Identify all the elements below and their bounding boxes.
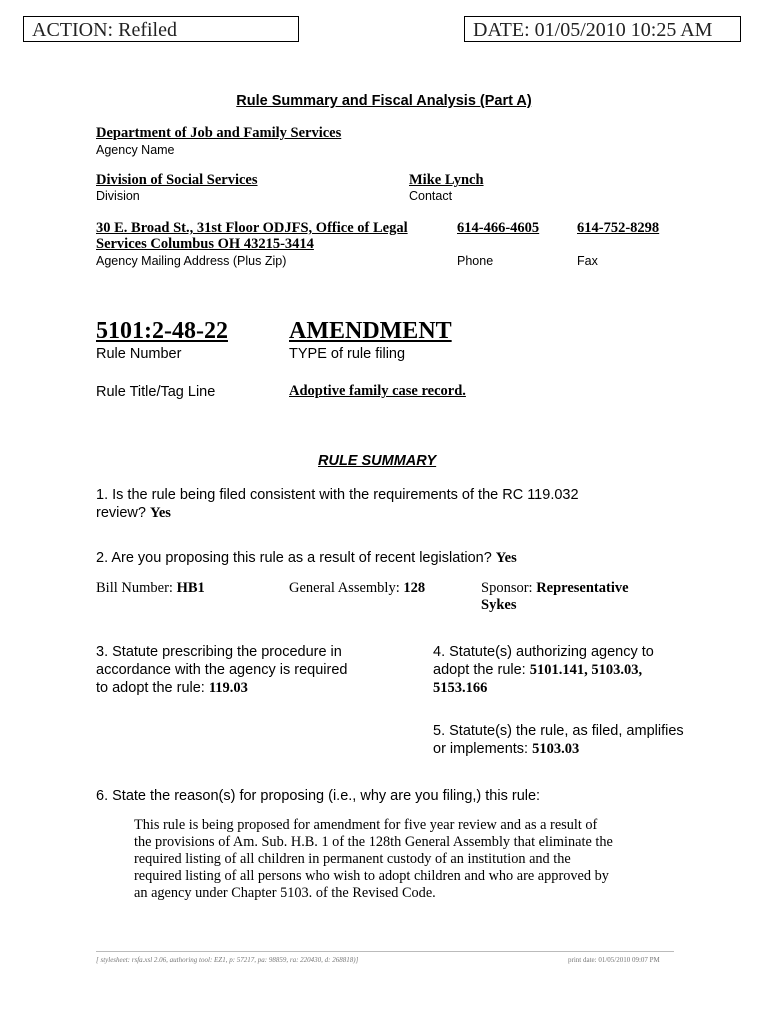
question-4-line-1: 4. Statute(s) authorizing agency to — [433, 644, 654, 660]
agency-name: Department of Job and Family Services — [96, 125, 342, 141]
fax-value: 614-752-8298 — [577, 220, 660, 236]
rule-summary-heading: RULE SUMMARY — [318, 453, 437, 469]
question-3-line-3 — [96, 679, 347, 697]
question-4-answer-1: 5101.141, 5103.03, — [529, 662, 643, 678]
rule-number: 5101:2-48-22 — [96, 318, 228, 344]
sponsor-value-1: Representative — [536, 580, 629, 596]
address-line-1: 30 E. Broad St., 31st Floor ODJFS, Office of Legal — [96, 220, 408, 236]
phone-value: 614-466-4605 — [457, 220, 540, 236]
division-label: Division — [96, 189, 140, 203]
question-5-line-2 — [433, 740, 684, 758]
question-3 — [96, 643, 347, 697]
agency-name-label: Agency Name — [96, 143, 175, 157]
reason-line: an agency under Chapter 5103. of the Revised Code. — [134, 885, 436, 901]
question-5-line-1: 5. Statute(s) the rule, as filed, amplifies — [433, 723, 684, 739]
bill-number-label: Bill Number: — [96, 580, 173, 596]
reason-line: required listing of all children in permanent custody of an institution and the — [134, 851, 571, 867]
question-3-line-2: accordance with the agency is required — [96, 662, 348, 678]
question-1-answer: Yes — [150, 505, 171, 521]
footer-divider — [96, 951, 674, 952]
bill-number-value: HB1 — [176, 580, 205, 596]
rule-type: AMENDMENT — [289, 318, 452, 344]
sponsor-value-2: Sykes — [481, 597, 517, 613]
division-name: Division of Social Services — [96, 172, 258, 188]
question-1-text: review? — [96, 505, 146, 521]
phone-label: Phone — [457, 254, 494, 268]
question-3-line-1: 3. Statute prescribing the procedure in — [96, 644, 342, 660]
question-4 — [433, 643, 654, 697]
contact-label: Contact — [409, 189, 453, 203]
footer-print-date: print date: 01/05/2010 09:07 PM — [568, 956, 660, 964]
reason-line: This rule is being proposed for amendment for five year review and as a result of — [134, 817, 598, 833]
date-box — [464, 16, 741, 42]
address-label: Agency Mailing Address (Plus Zip) — [96, 254, 287, 268]
sponsor-label: Sponsor: — [481, 580, 533, 596]
date-text: DATE: 01/05/2010 10:25 AM — [473, 19, 713, 41]
sponsor — [481, 580, 629, 614]
action-box — [23, 16, 299, 42]
question-4-answer-2: 5153.166 — [433, 680, 488, 696]
question-2 — [96, 549, 517, 567]
question-1 — [96, 486, 579, 522]
general-assembly-label: General Assembly: — [289, 580, 400, 596]
question-2-answer: Yes — [495, 550, 517, 566]
question-4-line-2 — [433, 661, 654, 679]
question-5-text: or implements: — [433, 741, 529, 757]
question-5-answer: 5103.03 — [532, 741, 580, 757]
question-1-line-2 — [96, 504, 579, 522]
general-assembly-value: 128 — [403, 580, 426, 596]
question-6: 6. State the reason(s) for proposing (i.e., why are you filing,) this rule: — [96, 788, 541, 804]
rule-type-label: TYPE of rule filing — [289, 346, 406, 362]
rule-title: Adoptive family case record. — [289, 383, 466, 399]
question-2-text: 2. Are you proposing this rule as a result of recent legislation? — [96, 550, 492, 566]
question-5 — [433, 722, 684, 758]
bill-number — [96, 580, 205, 597]
contact-name: Mike Lynch — [409, 172, 484, 188]
rule-title-label: Rule Title/Tag Line — [96, 384, 216, 400]
question-3-text: to adopt the rule: — [96, 680, 205, 696]
page-title — [0, 93, 770, 109]
reason-line: required listing of all persons who wish to adopt children and who are approved by — [134, 868, 609, 884]
question-1-line-1: 1. Is the rule being filed consistent with the requirements of the RC 119.032 — [96, 487, 579, 503]
question-4-text: adopt the rule: — [433, 662, 526, 678]
address-line-2: Services Columbus OH 43215-3414 — [96, 236, 314, 252]
action-text: ACTION: Refiled — [32, 19, 177, 41]
question-3-answer: 119.03 — [208, 680, 248, 696]
rule-number-label: Rule Number — [96, 346, 182, 362]
page-title-text: Rule Summary and Fiscal Analysis (Part A) — [236, 93, 532, 109]
fax-label: Fax — [577, 254, 598, 268]
reason-line: the provisions of Am. Sub. H.B. 1 of the 128th General Assembly that eliminate the — [134, 834, 613, 850]
reason-paragraph — [134, 817, 613, 902]
footer-stylesheet-info: [ stylesheet: rsfa.xsl 2.06, authoring tool: EZ1, p: 57217, pa: 98859, ra: 220430, d: 268818)] — [96, 956, 359, 964]
general-assembly — [289, 580, 425, 597]
